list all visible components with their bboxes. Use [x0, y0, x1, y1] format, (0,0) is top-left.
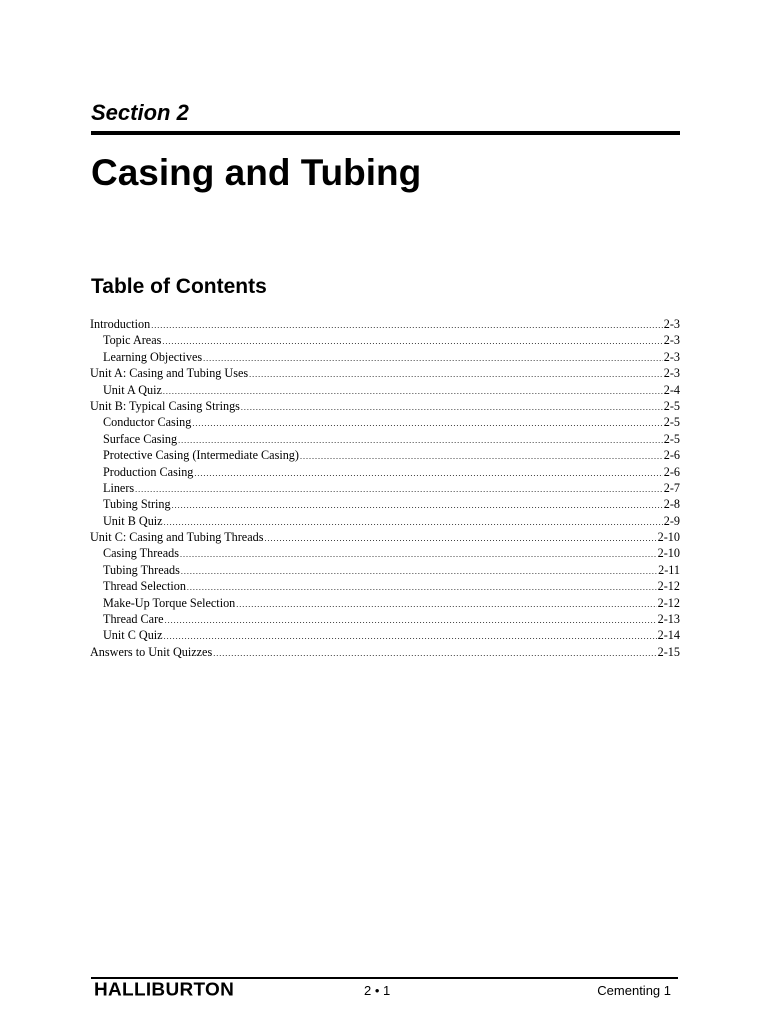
toc-entry-page: 2-9: [663, 513, 680, 528]
toc-entry[interactable]: [90, 480, 680, 496]
toc-entry-label: Tubing String: [103, 497, 171, 512]
toc-entry-page: 2-10: [657, 530, 680, 545]
toc-entry-label: Production Casing: [103, 464, 194, 479]
toc-entry[interactable]: [90, 595, 680, 611]
toc-entry-label: Thread Selection: [103, 579, 186, 594]
toc-entry-page: 2-3: [663, 349, 680, 364]
section-label: Section 2: [91, 100, 189, 125]
toc-entry-page: 2-7: [663, 480, 680, 495]
toc-entry-page: 2-5: [663, 398, 680, 413]
toc-dot-leader: [164, 629, 657, 643]
toc-entry-label: Unit B Quiz: [103, 513, 163, 528]
toc-dot-leader: [163, 384, 663, 398]
toc-entry[interactable]: [90, 562, 680, 578]
toc-entry[interactable]: [90, 611, 680, 627]
toc-entry[interactable]: [90, 447, 680, 463]
toc-entry-label: Answers to Unit Quizzes: [90, 644, 213, 659]
toc-entry[interactable]: [90, 431, 680, 447]
toc-entry-page: 2-6: [663, 448, 680, 463]
toc-entry-page: 2-13: [657, 612, 680, 627]
toc-entry[interactable]: [90, 365, 680, 381]
table-of-contents: [90, 316, 680, 660]
toc-entry[interactable]: [90, 332, 680, 348]
header-rule: [91, 131, 680, 135]
toc-entry[interactable]: [90, 644, 680, 660]
toc-entry-page: 2-3: [663, 366, 680, 381]
toc-entry-label: Make-Up Torque Selection: [103, 595, 236, 610]
toc-entry-label: Thread Care: [103, 612, 164, 627]
toc-entry[interactable]: [90, 382, 680, 398]
page-number: 2 • 1: [364, 983, 391, 998]
toc-entry-label: Unit A Quiz: [103, 382, 162, 397]
toc-entry[interactable]: [90, 529, 680, 545]
toc-dot-leader: [300, 449, 663, 463]
toc-dot-leader: [203, 351, 663, 365]
toc-entry-label: Conductor Casing: [103, 415, 192, 430]
footer-rule: [91, 977, 678, 979]
toc-entry-label: Liners: [103, 480, 135, 495]
toc-entry-page: 2-6: [663, 464, 680, 479]
toc-entry-label: Surface Casing: [103, 431, 178, 446]
toc-entry-label: Learning Objectives: [103, 349, 203, 364]
toc-dot-leader: [180, 547, 657, 561]
toc-dot-leader: [181, 564, 657, 578]
toc-dot-leader: [241, 400, 663, 414]
toc-entry[interactable]: [90, 316, 680, 332]
toc-entry-page: 2-11: [658, 562, 680, 577]
toc-entry-label: Unit C Quiz: [103, 628, 163, 643]
manual-title: Cementing 1: [597, 983, 671, 998]
toc-entry-page: 2-5: [663, 415, 680, 430]
toc-entry[interactable]: [90, 349, 680, 365]
toc-entry-label: Protective Casing (Intermediate Casing): [103, 448, 299, 463]
toc-dot-leader: [192, 416, 662, 430]
toc-dot-leader: [165, 613, 657, 627]
toc-entry[interactable]: [90, 513, 680, 529]
toc-dot-leader: [164, 515, 663, 529]
toc-entry[interactable]: [90, 627, 680, 643]
toc-dot-leader: [194, 466, 662, 480]
toc-dot-leader: [172, 498, 663, 512]
toc-entry-page: 2-12: [657, 595, 680, 610]
toc-entry-page: 2-8: [663, 497, 680, 512]
toc-entry-page: 2-10: [657, 546, 680, 561]
toc-entry-page: 2-3: [663, 333, 680, 348]
toc-entry-page: 2-3: [663, 317, 680, 331]
toc-entry-label: Unit C: Casing and Tubing Threads: [90, 530, 264, 545]
toc-entry-label: Unit B: Typical Casing Strings: [90, 398, 240, 413]
toc-entry-label: Topic Areas: [103, 333, 162, 348]
toc-heading: Table of Contents: [91, 275, 267, 298]
toc-dot-leader: [264, 531, 656, 545]
toc-dot-leader: [213, 646, 656, 660]
toc-entry-label: Unit A: Casing and Tubing Uses: [90, 366, 249, 381]
toc-dot-leader: [236, 597, 656, 611]
toc-entry[interactable]: [90, 496, 680, 512]
toc-entry[interactable]: [90, 414, 680, 430]
toc-dot-leader: [178, 433, 663, 447]
toc-entry[interactable]: [90, 398, 680, 414]
toc-entry-page: 2-4: [663, 382, 680, 397]
toc-dot-leader: [187, 580, 657, 594]
toc-entry[interactable]: [90, 578, 680, 594]
page-title: Casing and Tubing: [91, 152, 422, 193]
toc-entry-page: 2-14: [657, 628, 680, 643]
toc-dot-leader: [162, 334, 662, 348]
toc-entry-label: Casing Threads: [103, 546, 179, 561]
toc-entry[interactable]: [90, 464, 680, 480]
toc-entry-label: Tubing Threads: [103, 562, 180, 577]
toc-entry-page: 2-5: [663, 431, 680, 446]
toc-entry[interactable]: [90, 545, 680, 561]
toc-entry-page: 2-15: [657, 644, 680, 659]
toc-entry-page: 2-12: [657, 579, 680, 594]
toc-dot-leader: [249, 367, 663, 381]
toc-dot-leader: [151, 318, 663, 332]
toc-dot-leader: [135, 482, 663, 496]
toc-entry-label: Introduction: [90, 317, 151, 331]
halliburton-logo: HALLIBURTON: [94, 980, 235, 1001]
